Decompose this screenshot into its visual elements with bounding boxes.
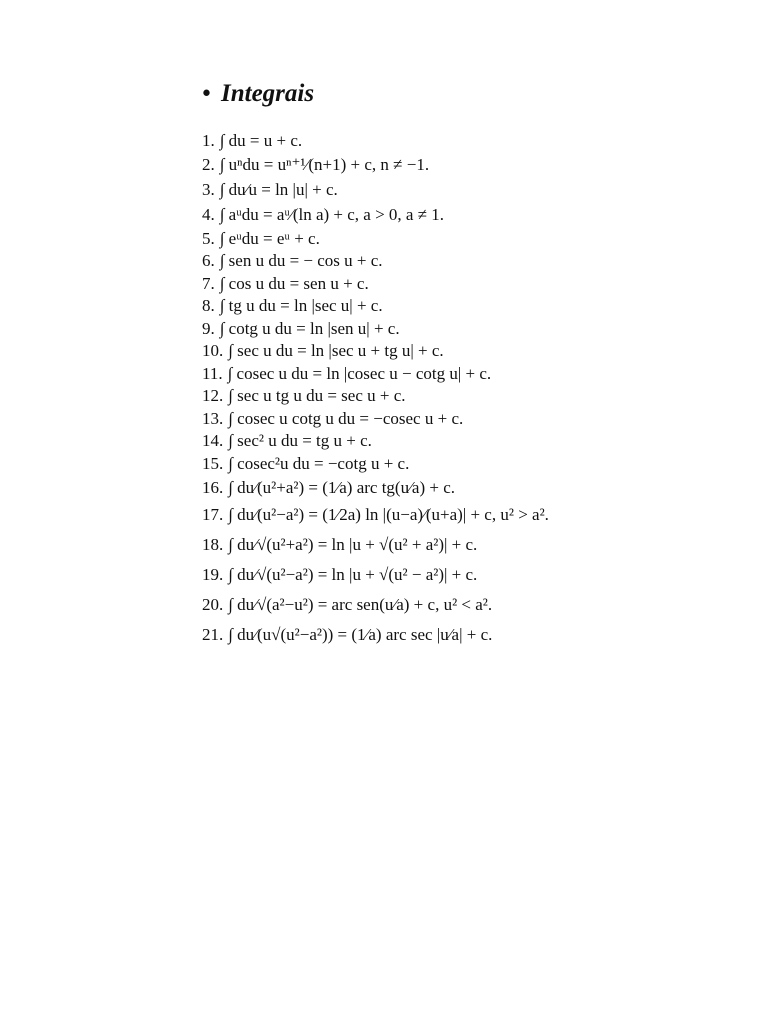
formula-item: [202, 273, 722, 296]
formula-expression: ∫ du⁄√(u²−a²) = ln |u + √(u² − a²)| + c.: [228, 565, 478, 584]
formula-expression: ∫ du⁄√(a²−u²) = arc sen(u⁄a) + c, u² < a².: [228, 595, 493, 614]
formula-number: 1.: [202, 131, 215, 151]
formula-number: 4.: [202, 205, 215, 224]
formula-expression: ∫ sec u tg u du = sec u + c.: [228, 386, 406, 406]
formula-expression: ∫ cosec u cotg u du = −cosec u + c.: [228, 408, 464, 428]
formula-expression: ∫ sec u du = ln |sec u + tg u| + c.: [228, 341, 444, 361]
formula-expression: ∫ du = u + c.: [219, 131, 303, 151]
formula-item: [202, 203, 722, 228]
formula-expression: ∫ cotg u du = ln |sen u| + c.: [219, 318, 400, 338]
formula-number: 16.: [202, 477, 224, 497]
formula-item: [202, 318, 722, 341]
formula-number: 6.: [202, 251, 215, 271]
formula-item: [202, 153, 722, 178]
formula-number: 3.: [202, 180, 215, 199]
formula-expression: ∫ tg u du = ln |sec u| + c.: [219, 296, 383, 316]
formula-expression: ∫ cosec²u du = −cotg u + c.: [228, 453, 410, 473]
formula-number: 11.: [202, 363, 223, 383]
formula-item: [202, 385, 722, 408]
formula-item: [202, 590, 722, 620]
formula-item: [202, 363, 722, 386]
formula-item: [202, 453, 722, 476]
formula-expression: ∫ cosec u du = ln |cosec u − cotg u| + c.: [227, 363, 492, 383]
formula-item: [202, 620, 722, 650]
formula-expression: ∫ sec² u du = tg u + c.: [228, 431, 372, 451]
formula-item: [202, 475, 722, 500]
formula-number: 9.: [202, 318, 215, 338]
formula-number: 5.: [202, 228, 215, 248]
formula-item: [202, 500, 722, 530]
formula-item: [202, 178, 722, 203]
formula-expression: ∫ du⁄u = ln |u| + c.: [219, 180, 338, 199]
formula-expression: ∫ cos u du = sen u + c.: [219, 273, 369, 293]
formula-number: 15.: [202, 453, 224, 473]
formula-expression: ∫ du⁄√(u²+a²) = ln |u + √(u² + a²)| + c.: [228, 535, 478, 554]
formula-expression: ∫ eᵘdu = eᵘ + c.: [219, 228, 320, 248]
formula-number: 14.: [202, 431, 224, 451]
section-heading: [200, 80, 314, 108]
formula-item: [202, 530, 722, 560]
formula-expression: ∫ du⁄(u√(u²−a²)) = (1⁄a) arc sec |u⁄a| + c.: [228, 625, 493, 644]
formula-item: [202, 130, 722, 153]
formula-item: [202, 295, 722, 318]
formula-number: 18.: [202, 535, 224, 554]
formula-number: 21.: [202, 625, 224, 644]
formula-expression: ∫ aᵘdu = aᵘ⁄(ln a) + c, a > 0, a ≠ 1.: [219, 205, 445, 224]
formula-item: [202, 430, 722, 453]
formula-number: 2.: [202, 155, 215, 174]
formula-item: [202, 560, 722, 590]
formula-number: 12.: [202, 386, 224, 406]
formula-number: 13.: [202, 408, 224, 428]
formula-number: 10.: [202, 341, 224, 361]
formula-item: [202, 340, 722, 363]
section-title: Integrais: [220, 80, 315, 107]
formula-expression: ∫ sen u du = − cos u + c.: [219, 251, 383, 271]
formula-number: 7.: [202, 273, 215, 293]
formula-expression: ∫ du⁄(u²−a²) = (1⁄2a) ln |(u−a)⁄(u+a)| + c, u² > a².: [228, 505, 549, 524]
formula-number: 8.: [202, 296, 215, 316]
formula-item: [202, 408, 722, 431]
bullet-icon: •: [200, 82, 213, 107]
formula-number: 17.: [202, 505, 224, 524]
formula-item: [202, 228, 722, 251]
formula-number: 19.: [202, 565, 224, 584]
integral-formula-list: [202, 130, 722, 650]
formula-expression: ∫ uⁿdu = uⁿ⁺¹⁄(n+1) + c, n ≠ −1.: [219, 155, 430, 174]
formula-expression: ∫ du⁄(u²+a²) = (1⁄a) arc tg(u⁄a) + c.: [228, 477, 456, 497]
formula-item: [202, 250, 722, 273]
formula-number: 20.: [202, 595, 224, 614]
